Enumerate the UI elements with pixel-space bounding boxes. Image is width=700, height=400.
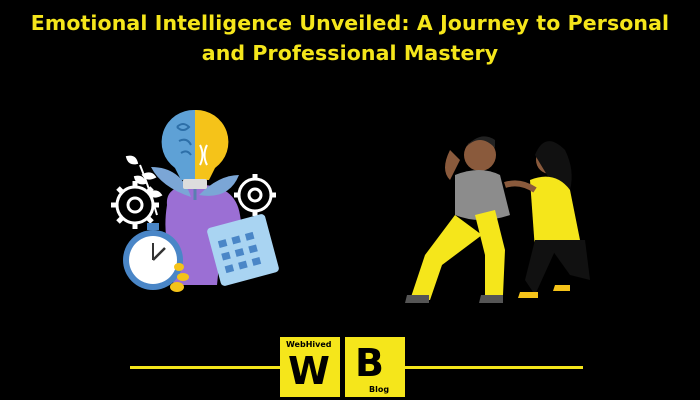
consoling-couple-illustration — [395, 130, 615, 305]
logo-block-b — [345, 337, 405, 397]
title-line-2: and Professional Mastery — [201, 41, 499, 65]
logo-letter-w: W — [288, 349, 330, 393]
gear-icon — [234, 174, 276, 216]
footer-line-right — [405, 366, 583, 369]
productivity-illustration — [95, 105, 295, 305]
title-line-1: Emotional Intelligence Unveiled: A Journey to Personal — [30, 11, 670, 35]
logo-block-w — [280, 337, 340, 397]
logo — [280, 337, 405, 397]
gear-icon — [111, 181, 159, 229]
logo-brand-bottom: Blog — [369, 385, 390, 394]
logo-letter-b: B — [355, 341, 384, 385]
logo-brand-top: WebHived — [286, 340, 332, 349]
footer-line-left — [130, 366, 280, 369]
page-title — [0, 8, 700, 68]
